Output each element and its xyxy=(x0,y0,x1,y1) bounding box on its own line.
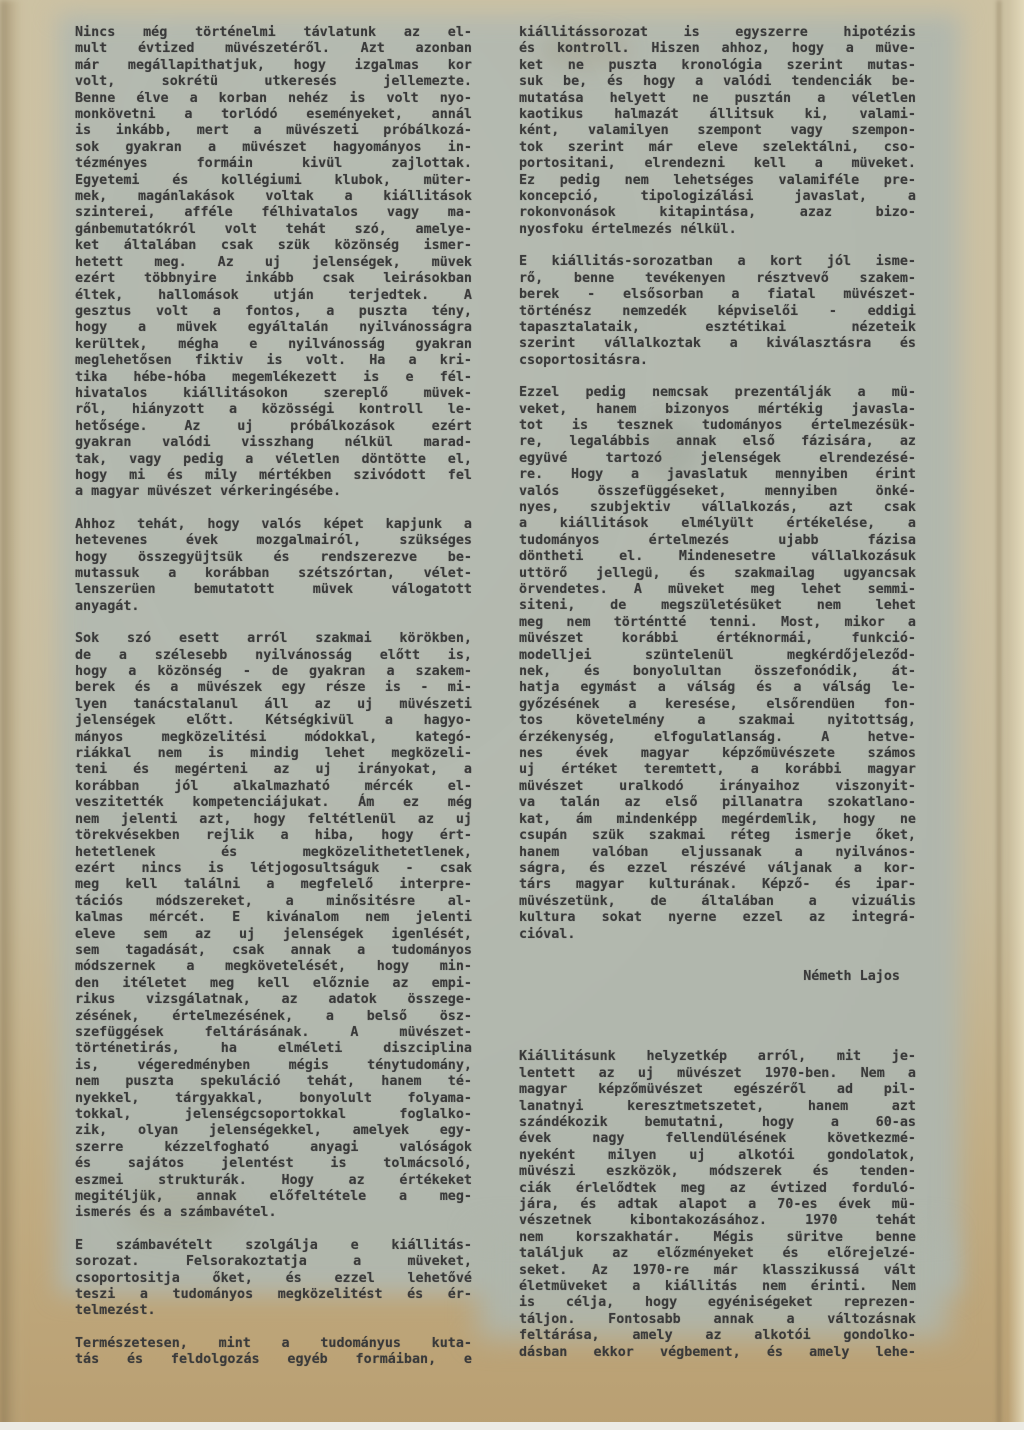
text-line: gesztus volt a fontos, a puszta tény, xyxy=(75,303,472,319)
text-line: Benne élve a korban nehéz is volt nyo- xyxy=(75,90,472,106)
text-line: és kontroll. Hiszen ahhoz, hogy a müve- xyxy=(519,41,916,57)
text-line: is célja, hogy egyéniségeket reprezen- xyxy=(519,1295,916,1311)
text-line: den itéletet meg kell előznie az empi- xyxy=(75,975,472,991)
text-line: megitéljük, annak előfeltétele a meg- xyxy=(75,1189,472,1205)
text-line: re, legalábbis annak első fázisára, az xyxy=(519,434,916,450)
text-line: sorozat. Felsorakoztatja a müveket, xyxy=(75,1254,472,1270)
scan-edge-strip xyxy=(0,1422,1024,1430)
text-line: jelenségek előtt. Kétségkivül a hagyo- xyxy=(75,713,472,729)
text-line: kerültek, mégha e nyilvánosság gyakran xyxy=(75,336,472,352)
text-line: rokonvonások kitapintása, azaz bizo- xyxy=(519,205,916,221)
text-line: ságra, és ezzel részévé váljanak a kor- xyxy=(519,860,916,876)
text-line: történész nemzedék képviselői - eddigi xyxy=(519,303,916,319)
text-line: sok gyakran a müvészet hagyományos in- xyxy=(75,139,472,155)
text-line: a magyar müvészet vérkeringésébe. xyxy=(75,484,342,500)
paragraph xyxy=(75,631,472,1222)
text-line: nyeként milyen uj alkotói gondolatok, xyxy=(519,1147,916,1163)
text-line: teni és megérteni az uj irányokat, a xyxy=(75,762,472,778)
text-line: müvészet korábbi értéknormái, funkció- xyxy=(519,631,916,647)
text-line: tapasztalataik, esztétikai nézeteik xyxy=(519,319,916,335)
text-line: jára, és adtak alapot a 70-es évek mü- xyxy=(519,1197,916,1212)
text-line: meglehetősen fiktiv is volt. Ha a kri- xyxy=(75,353,472,369)
text-line: Egyetemi és kollégiumi klubok, müter- xyxy=(75,172,472,188)
text-line: lyen tanácstalanul áll az uj müvészeti xyxy=(75,696,472,712)
text-line: valós összefüggéseket, mennyiben önké- xyxy=(519,483,916,499)
text-line: meg nem történtté tenni. Most, mikor a xyxy=(519,614,916,630)
text-line: tudományos értelmezés ujabb fázisa xyxy=(519,532,916,548)
text-line: rikus vizsgálatnak, az adatok összege- xyxy=(75,992,472,1008)
text-line: berek - elsősorban a fiatal müvészet- xyxy=(519,287,916,303)
text-line: gánbemutatókról volt tehát szó, amelye- xyxy=(75,221,472,237)
text-line: dásban ekkor végbement, és amely lehe- xyxy=(519,1344,916,1360)
spine-shadow xyxy=(0,0,26,1430)
text-line: E számbavételt szolgálja e kiállitás- xyxy=(75,1237,472,1253)
text-line: seket. Az 1970-re már klasszikussá vált xyxy=(519,1262,916,1278)
page-edge-seam xyxy=(997,0,1001,1430)
text-line: E kiállitás-sorozatban a kort jól isme- xyxy=(519,254,916,270)
text-line: nyekkel, tárgyakkal, bonyolult folyama- xyxy=(75,1090,472,1106)
text-line: nem jelenti azt, hogy feltétlenül az uj xyxy=(75,811,472,827)
text-line: törekvésekben rejlik a hiba, hogy ért- xyxy=(75,828,472,844)
text-line: nek, és bonyolultan összefonódik, át- xyxy=(519,664,916,680)
text-line: mutassuk a korábban szétszórtan, vélet- xyxy=(75,566,472,581)
right-paragraphs-top xyxy=(519,25,916,943)
text-line: szerre kézzelfogható anyagi valóságok xyxy=(75,1139,472,1155)
text-line: érzékenység, elfogulatlanság. A hetve- xyxy=(519,729,916,745)
text-line: tika hébe-hóba megemlékezett is e fél- xyxy=(75,369,472,385)
text-line: modelljei szüntelenül megkérdőjeleződ- xyxy=(519,647,916,663)
text-column-left xyxy=(75,25,472,1385)
text-line: is, végeredményben mégis ténytudomány, xyxy=(75,1057,472,1073)
text-line: va talán az első pillanatra szokatlano- xyxy=(519,795,916,811)
text-line: ismerés és a számbavétel. xyxy=(75,1205,277,1221)
text-line: feltárása, amely az alkotói gondolko- xyxy=(519,1328,916,1344)
text-line: ket általában csak szük közönség ismer- xyxy=(75,238,472,254)
text-line: mek, magánlakások voltak a kiállitások xyxy=(75,189,472,205)
text-line: kiállitássorozat is egyszerre hipotézis xyxy=(519,25,916,40)
text-line: döntheti el. Mindenesetre vállalkozásuk xyxy=(519,549,916,565)
text-line: is inkább, mert a müvészeti próbálkozá- xyxy=(75,123,472,139)
text-line: kalmas mércét. E kivánalom nem jelenti xyxy=(75,910,472,926)
paragraph xyxy=(75,1238,472,1320)
text-line: kat, ám mindenképp megérdemlik, hogy ne xyxy=(519,811,916,827)
text-line: lentett az uj müvészet 1970-ben. Nem a xyxy=(519,1065,916,1081)
text-line: Ez pedig nem lehetséges valamiféle pre- xyxy=(519,172,916,188)
text-line: kultura sokat nyerne ezzel az integrá- xyxy=(519,910,916,926)
text-line: történetirás, ha elméleti diszciplina xyxy=(75,1041,472,1057)
text-line: tézményes formáin kivül zajlottak. xyxy=(75,156,472,172)
text-line: Ahhoz tehát, hogy valós képet kapjunk a xyxy=(75,516,472,532)
text-line: riákkal nem is mindig lehet megközeli- xyxy=(75,746,472,762)
text-line: csupán szük szakmai réteg ismerje őket, xyxy=(519,828,916,844)
text-line: monkövetni a torlódó eseményeket, annál xyxy=(75,107,472,123)
text-line: hivatalos kiállitásokon szereplő müvek- xyxy=(75,385,472,401)
text-line: életmüveket a kiállitás nem érinti. Nem xyxy=(519,1279,916,1295)
text-line: hetevenes évek mozgalmairól, szükséges xyxy=(75,533,472,549)
text-line: lenszerüen bemutatott müvek válogatott xyxy=(75,582,472,598)
text-line: hogy mi és mily mértékben szivódott fel xyxy=(75,467,472,483)
text-line: táljon. Fontosabb annak a változásnak xyxy=(519,1311,916,1327)
text-line: eszmei strukturák. Hogy az értékeket xyxy=(75,1172,472,1188)
text-line: együvé tartozó jelenségek elrendezésé- xyxy=(519,450,916,466)
text-line: suk be, és hogy a valódi tendenciák be- xyxy=(519,74,916,90)
text-line: berek és a müvészek egy része is - mi- xyxy=(75,680,472,696)
text-line: tás és feldolgozás egyéb formáiban, e xyxy=(75,1352,472,1368)
paragraph xyxy=(75,517,472,615)
text-line: tációs módszereket, a minősitésre al- xyxy=(75,893,472,909)
text-line: eleve sem az uj jelenségek igenlését, xyxy=(75,926,472,942)
text-line: zésének, értelmezésének, a belső ösz- xyxy=(75,1008,472,1024)
text-line: tos követelmény a szakmai nyitottság, xyxy=(519,713,916,729)
text-line: nem puszta spekuláció tehát, hanem té- xyxy=(75,1074,472,1090)
text-line: gyakran valódi visszhang nélkül marad- xyxy=(75,435,472,451)
text-line: korábban jól alkalmazható mércék el- xyxy=(75,778,472,794)
text-line: Sok szó esett arról szakmai körökben, xyxy=(75,631,472,647)
right-paragraphs-bottom xyxy=(519,1049,916,1361)
text-line: portositani, elrendezni kell a müveket. xyxy=(519,156,916,172)
text-line: anyagát. xyxy=(75,598,140,614)
text-line: mutatása helyett ne pusztán a véletlen xyxy=(519,90,916,106)
text-line: és sajátos jelentést is tolmácsoló, xyxy=(75,1156,472,1172)
text-line: hogy a müvek egyáltalán nyilvánosságra xyxy=(75,320,472,336)
text-line: uj értéket teremtett, a korábbi magyar xyxy=(519,762,916,778)
text-line: nem korszakhatár. Mégis süritve benne xyxy=(519,1229,916,1245)
page-edge-highlight xyxy=(1008,0,1024,1430)
text-line: ként, valamilyen szempont vagy szempon- xyxy=(519,123,916,139)
text-line: Ezzel pedig nemcsak prezentálják a mü- xyxy=(519,385,916,401)
text-line: kaotikus halmazát állitsuk ki, valami- xyxy=(519,107,916,123)
text-line: szinterei, afféle félhivatalos vagy ma- xyxy=(75,205,472,221)
paragraph xyxy=(75,25,472,501)
text-line: szándékozik bemutatni, hogy a 60-as xyxy=(519,1114,916,1130)
text-line: csoportositja őket, és ezzel lehetővé xyxy=(75,1270,472,1286)
text-line: vészetnek kibontakozásához. 1970 tehát xyxy=(519,1213,916,1229)
text-line: ről, hiányzott a közösségi kontroll le- xyxy=(75,402,472,418)
text-line: Kiállitásunk helyzetkép arról, mit je- xyxy=(519,1049,916,1065)
text-line: siteni, de megszületésüket nem lehet xyxy=(519,598,916,614)
text-line: hogy összegyüjtsük és rendszerezve be- xyxy=(75,549,472,565)
text-line: a kiállitások elmélyült értékelése, a xyxy=(519,516,916,532)
text-line: re. Hogy a javaslatuk mennyiben érint xyxy=(519,467,916,483)
text-line: Nincs még történelmi távlatunk az el- xyxy=(75,25,472,40)
text-line: örvendetes. A müveket meg lehet semmi- xyxy=(519,582,916,597)
text-line: sem tagadását, csak annak a tudományos xyxy=(75,942,472,958)
paragraph xyxy=(75,1336,472,1369)
text-line: telmezést. xyxy=(75,1303,156,1319)
text-line: zik, olyan jelenségekkel, amelyek egy- xyxy=(75,1123,472,1139)
text-line: hatja egymást a válság és a válság le- xyxy=(519,680,916,696)
text-line: nyosfoku értelmezés nélkül. xyxy=(519,221,737,237)
paragraph xyxy=(519,254,916,369)
text-line: mult évtized müvészetéről. Azt azonban xyxy=(75,41,472,57)
text-line: tak, vagy pedig a véletlen döntötte el, xyxy=(75,451,472,467)
text-line: veket, hanem bizonyos mértékig javasla- xyxy=(519,401,916,417)
text-line: tot is tesznek tudományos értelmezésük- xyxy=(519,417,916,433)
text-line: teszi a tudományos megközelitést és ér- xyxy=(75,1287,472,1303)
text-line: koncepció, tipologizálási javaslat, a xyxy=(519,189,916,205)
text-line: müvészetünk, de általában a vizuális xyxy=(519,893,916,909)
text-line: mányos megközelitési módokkal, kategó- xyxy=(75,729,472,745)
text-line: találjuk az előzményeket és előrejelzé- xyxy=(519,1246,916,1262)
text-line: hetősége. Az uj próbálkozások ezért xyxy=(75,418,472,434)
text-line: ciák érlelődtek meg az évtized forduló- xyxy=(519,1180,916,1196)
paragraph xyxy=(519,385,916,943)
text-line: szefüggések feltárásának. A müvészet- xyxy=(75,1024,472,1040)
text-line: szerint vállalkoztak a kiválasztásra és xyxy=(519,336,916,352)
text-line: uttörő jellegü, és szakmailag ugyancsak xyxy=(519,565,916,581)
paragraph xyxy=(519,1049,916,1361)
text-line: Természetesen, mint a tudományus kuta- xyxy=(75,1335,472,1351)
text-line: cióval. xyxy=(519,926,576,942)
text-line: ket ne puszta kronológia szerint mutas- xyxy=(519,57,916,73)
text-line: volt, sokrétü utkeresés jellemezte. xyxy=(75,74,472,90)
text-line: nes évek magyar képzőmüvészete számos xyxy=(519,746,916,762)
author-signature: Németh Lajos xyxy=(803,968,900,984)
text-line: már megállapithatjuk, hogy izgalmas kor xyxy=(75,57,472,73)
text-line: társ magyar kulturának. Képző- és ipar- xyxy=(519,877,916,893)
text-line: ezért többnyire inkább csak leirásokban xyxy=(75,271,472,287)
text-line: de a szélesebb nyilvánosság előtt is, xyxy=(75,647,472,663)
text-line: müvészet uralkodó irányaihoz viszonyit- xyxy=(519,778,916,794)
text-line: csoportositásra. xyxy=(519,352,648,368)
text-line: veszitették kompetenciájukat. Ám ez még xyxy=(75,795,472,811)
text-line: magyar képzőmüvészet egészéről ad pil- xyxy=(519,1082,916,1098)
text-line: ezért nincs is létjogosultságuk - csak xyxy=(75,860,472,876)
paragraph xyxy=(519,25,916,238)
text-line: rő, benne tevékenyen résztvevő szakem- xyxy=(519,270,916,286)
text-line: tok szerint már eleve szelektálni, cso- xyxy=(519,139,916,155)
text-line: hanem valóban eljussanak a nyilvános- xyxy=(519,844,916,860)
text-line: meg kell találni a megfelelő interpre- xyxy=(75,877,472,893)
text-line: nyes, szubjektiv vállalkozás, azt csak xyxy=(519,499,916,515)
text-column-right xyxy=(519,25,916,1377)
text-line: éltek, hallomások utján terjedtek. A xyxy=(75,287,472,303)
text-line: hogy a közönség - de gyakran a szakem- xyxy=(75,664,472,680)
text-line: módszernek a megkövetelését, hogy min- xyxy=(75,959,472,975)
text-line: tokkal, jelenségcsoportokkal foglalko- xyxy=(75,1107,472,1122)
text-line: évek nagy fellendülésének következmé- xyxy=(519,1131,916,1147)
text-line: hetett meg. Az uj jelenségek, müvek xyxy=(75,254,472,270)
text-line: győzésének a keresése, elsőrendüen fon- xyxy=(519,696,916,712)
text-line: müvészi eszközök, módszerek és tenden- xyxy=(519,1164,916,1180)
text-line: lanatnyi keresztmetszetet, hanem azt xyxy=(519,1098,916,1114)
text-line: hetetlenek és megközelithetetlenek, xyxy=(75,844,472,860)
